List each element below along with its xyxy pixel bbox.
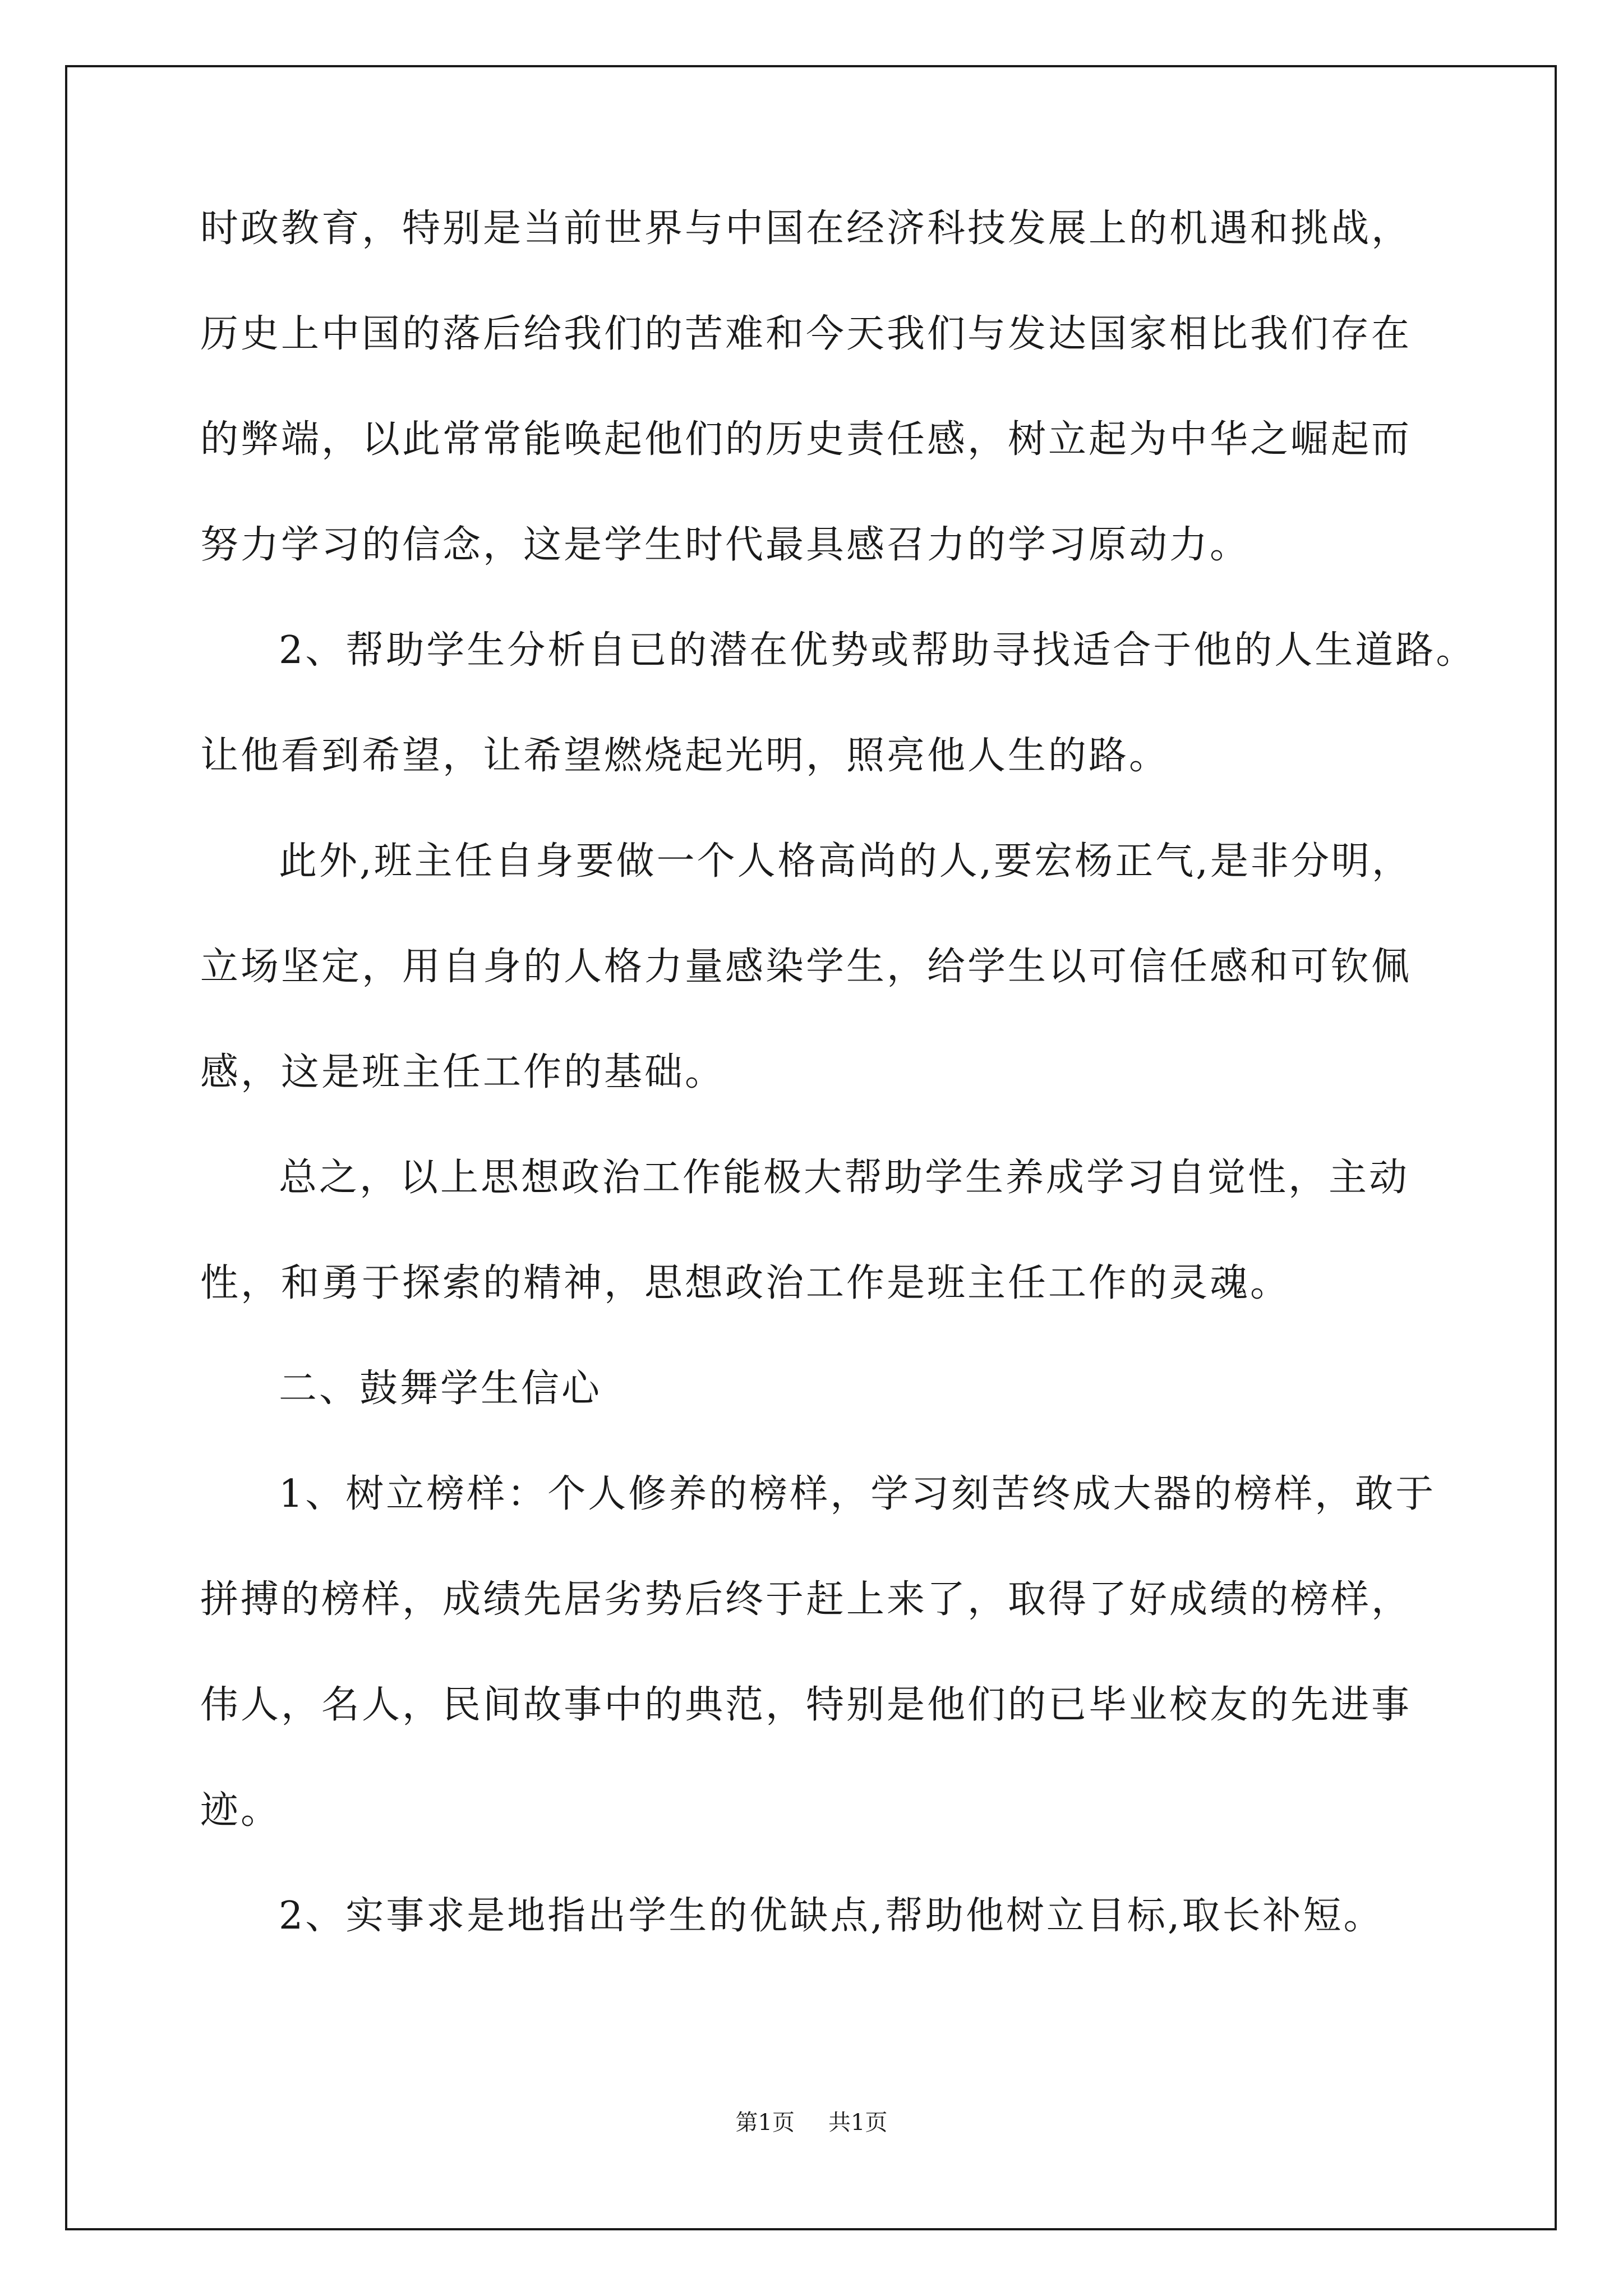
text-line: 历史上中国的落后给我们的苦难和今天我们与发达国家相比我们存在 [200,312,1412,356]
text-line: 2、帮助学生分析自已的潜在优势或帮助寻找适合于他的人生道路。 [279,628,1477,673]
text-line: 迹。 [200,1788,282,1833]
text-line: 努力学习的信念，这是学生时代最具感召力的学习原动力。 [200,523,1251,567]
page-number-current: 第1页 [735,2110,795,2136]
text-line: 1、树立榜样：个人修养的榜样，学习刻苦终成大器的榜样，敢于 [279,1472,1436,1516]
text-line: 2、实事求是地指出学生的优缺点,帮助他树立目标,取长补短。 [279,1894,1384,1938]
text-line: 立场坚定，用自身的人格力量感染学生，给学生以可信任感和可钦佩 [200,945,1412,989]
text-line: 伟人，名人，民间故事中的典范，特别是他们的已毕业校友的先进事 [200,1683,1412,1727]
page-footer [0,2109,1623,2136]
text-line: 时政教育，特别是当前世界与中国在经济科技发展上的机遇和挑战， [200,206,1412,251]
page-number-total: 共1页 [828,2110,888,2136]
text-line: 拼搏的榜样，成绩先居劣势后终于赶上来了，取得了好成绩的榜样， [200,1577,1412,1622]
text-line: 总之，以上思想政治工作能极大帮助学生养成学习自觉性，主动 [279,1156,1410,1200]
text-line: 让他看到希望，让希望燃烧起光明，照亮他人生的路。 [200,734,1170,778]
text-line: 的弊端，以此常常能唤起他们的历史责任感，树立起为中华之崛起而 [200,417,1412,462]
text-line: 此外,班主任自身要做一个人格高尚的人,要宏杨正气,是非分明， [279,839,1412,884]
text-line: 感，这是班主任工作的基础。 [200,1050,726,1094]
text-line: 性，和勇于探索的精神，思想政治工作是班主任工作的灵魂。 [200,1261,1291,1305]
section-heading: 二、鼓舞学生信心 [279,1366,602,1411]
